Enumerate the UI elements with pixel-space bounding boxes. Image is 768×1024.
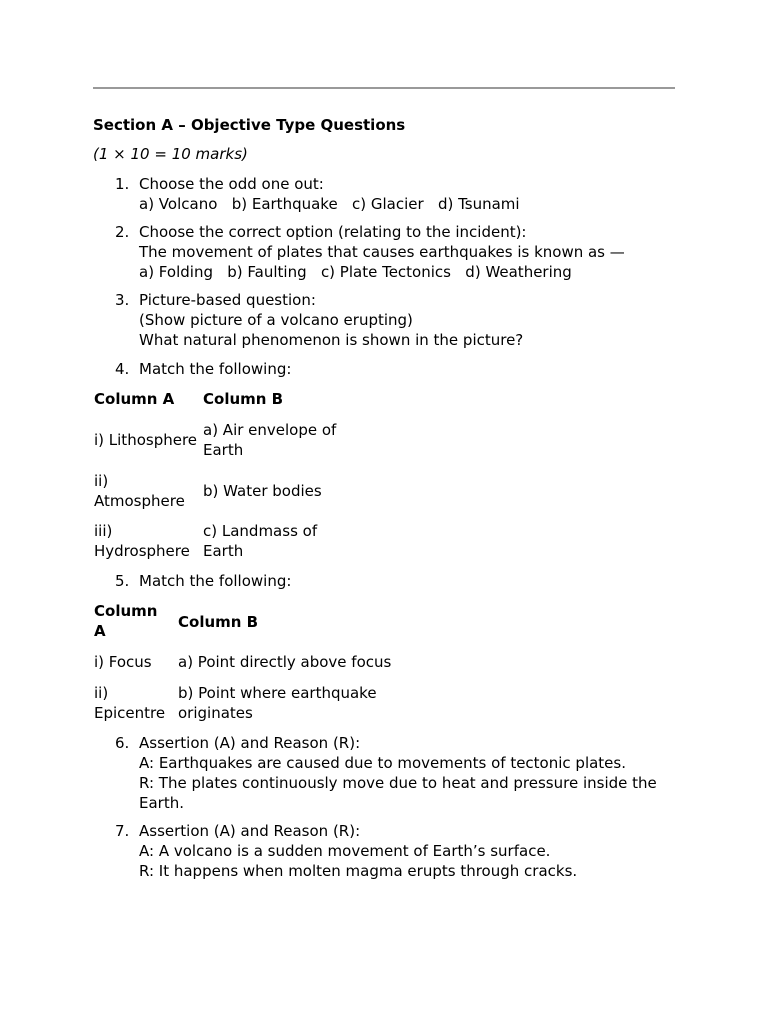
option-b: b) Faulting [227,263,307,281]
table-cell-b: Earth [203,542,244,560]
question-options [139,262,684,282]
question-text: Match the following: [139,572,292,590]
question-text: Assertion (A) and Reason (R): [139,734,361,752]
column-b-header: Column B [178,613,259,631]
table-cell-b: Earth [203,441,244,459]
table-cell-a: Epicentre [94,704,166,722]
question-number: 3. [115,291,130,309]
option-c: c) Plate Tectonics [320,263,451,281]
reason-text: Earth. [139,794,184,812]
question-text: Assertion (A) and Reason (R): [139,822,361,840]
question-number: 4. [115,360,130,378]
table-cell-b: originates [178,704,253,722]
question-options [139,194,684,214]
column-a-header: A [94,622,106,640]
question-text: Choose the correct option (relating to the incident): [139,223,527,241]
option-d: d) Tsunami [437,195,520,213]
option-c: c) Glacier [351,195,424,213]
table-cell-a: ii) [94,684,109,702]
question-number: 5. [115,572,130,590]
table-cell-a: iii) [94,522,113,540]
question-text: The movement of plates that causes earthquakes is known as — [139,243,625,261]
question-text: What natural phenomenon is shown in the picture? [139,331,524,349]
option-b: b) Earthquake [231,195,338,213]
question-text: Match the following: [139,360,292,378]
column-a-header: Column [94,602,158,620]
question-number: 2. [115,223,130,241]
table-cell-a: Hydrosphere [94,542,190,560]
column-b-header: Column B [203,390,284,408]
table-cell-a: i) Lithosphere [94,431,198,449]
option-a: a) Folding [139,263,213,281]
question-number: 6. [115,734,130,752]
section-title: Section A – Objective Type Questions [93,116,406,134]
question-number: 7. [115,822,130,840]
table-cell-b: b) Water bodies [203,482,322,500]
table-cell-b: b) Point where earthquake [178,684,377,702]
table-cell-b: c) Landmass of [203,522,318,540]
assertion-text: A: Earthquakes are caused due to movements of tectonic plates. [139,754,626,772]
top-divider [93,87,675,89]
table-cell-a: Atmosphere [94,492,185,510]
question-text: Choose the odd one out: [139,175,324,193]
reason-text: R: The plates continuously move due to heat and pressure inside the [139,774,657,792]
question-text: Picture-based question: [139,291,316,309]
table-cell-b: a) Point directly above focus [178,653,392,671]
table-cell-a: ii) [94,472,109,490]
assertion-text: A: A volcano is a sudden movement of Earth’s surface. [139,842,551,860]
question-number: 1. [115,175,130,193]
question-text: (Show picture of a volcano erupting) [139,311,413,329]
reason-text: R: It happens when molten magma erupts through cracks. [139,862,578,880]
table-cell-a: i) Focus [94,653,152,671]
table-cell-b: a) Air envelope of [203,421,337,439]
section-marks: (1 × 10 = 10 marks) [93,145,248,163]
option-d: d) Weathering [465,263,572,281]
option-a: a) Volcano [139,195,218,213]
column-a-header: Column A [94,390,175,408]
